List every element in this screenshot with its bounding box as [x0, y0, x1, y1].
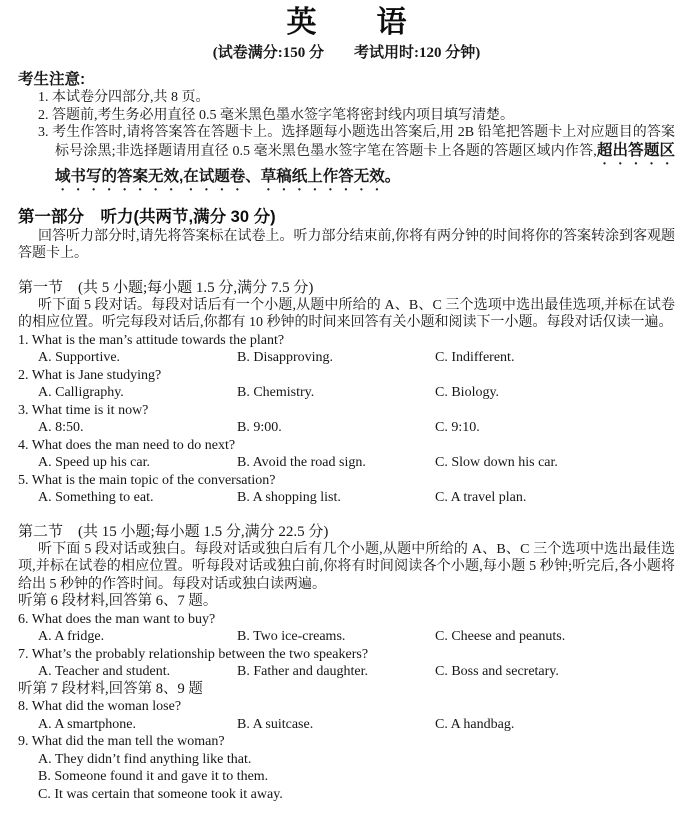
section1-intro: 听下面 5 段对话。每段对话后有一个小题,从题中所给的 A、B、C 三个选项中选出最佳选项,并标在试卷的相应位置。听完每段对话后,你都有 10 秒钟的时间来回答有关小题和阅读下一小题。每段对话仅读一遍。	[18, 297, 675, 330]
notice-heading: 考生注意:	[18, 71, 86, 88]
paper-title: 英 语	[286, 6, 407, 39]
option-c: C. Biology.	[435, 385, 500, 400]
option-c: C. Slow down his car.	[435, 455, 558, 470]
option-b: B. 9:00.	[237, 420, 282, 435]
question-2: 2. What is Jane studying?	[18, 367, 162, 383]
notice-item-3-emphasis: 超出答题区域书写的答案无效,在试题卷、草稿纸上作答无效。	[55, 141, 675, 185]
section2-intro: 听下面 5 段对话或独白。每段对话或独白后有几个小题,从题中所给的 A、B、C 三个选项中选出最佳选项,并标在试卷的相应位置。听每段对话或独白前,你将有时间阅读各个小题,每小题 5 秒钟;听完后,各小题将给出 5 秒钟的作答时间。每段对话或独白读两遍。	[18, 541, 675, 592]
part1-intro: 回答听力部分时,请先将答案标在试卷上。听力部分结束前,你将有两分钟的时间将你的答案转涂到客观题答题卡上。	[18, 228, 675, 261]
question-9-option-b: B. Someone found it and gave it to them.	[38, 769, 269, 784]
part1-heading: 第一部分 听力(共两节,满分 30 分)	[18, 207, 276, 226]
option-b: B. A suitcase.	[237, 716, 314, 732]
question-4: 4. What does the man need to do next?	[18, 437, 236, 453]
option-a: A. A smartphone.	[38, 716, 136, 732]
section1-heading: 第一节 (共 5 小题;每小题 1.5 分,满分 7.5 分)	[18, 279, 314, 296]
question-5-options	[18, 489, 675, 507]
paper-subtitle: (试卷满分:150 分 考试用时:120 分钟)	[212, 45, 481, 61]
notice-item-3-text: 3. 考生作答时,请将答案答在答题卡上。选择题每小题选出答案后,用 2B 铅笔把答题卡上对应题目的答案标号涂黑;非选择题请用直径 0.5 毫米黑色墨水签字笔在答题卡上各题的答题区域内作答,	[38, 125, 675, 159]
section2-heading: 第二节 (共 15 小题;每小题 1.5 分,满分 22.5 分)	[18, 523, 329, 540]
question-9-option-c: C. It was certain that someone took it away.	[38, 786, 283, 802]
question-6-options	[18, 628, 675, 646]
option-c: C. Boss and secretary.	[435, 664, 559, 679]
material-6-line: 听第 6 段材料,回答第 6、7 题。	[18, 593, 218, 609]
option-c: C. Cheese and peanuts.	[435, 629, 566, 644]
candidate-notice	[18, 70, 675, 194]
option-c: C. A handbag.	[435, 716, 515, 732]
option-a: A. Calligraphy.	[38, 385, 124, 400]
option-b: B. Two ice-creams.	[237, 629, 346, 644]
option-a: A. A fridge.	[38, 629, 105, 644]
question-9: 9. What did the man tell the woman?	[18, 734, 225, 749]
option-b: B. Chemistry.	[237, 385, 315, 400]
question-3-options	[18, 419, 675, 437]
option-a: A. Something to eat.	[38, 490, 154, 505]
question-1-options	[18, 349, 675, 367]
notice-item-3	[18, 124, 675, 194]
option-a: A. 8:50.	[38, 420, 84, 435]
notice-item-1: 1. 本试卷分四部分,共 8 页。	[38, 90, 210, 105]
option-c: C. A travel plan.	[435, 490, 527, 505]
option-b: B. Avoid the road sign.	[237, 455, 366, 470]
option-a: A. Teacher and student.	[38, 664, 171, 679]
question-4-options	[18, 454, 675, 472]
question-5: 5. What is the main topic of the conversation?	[18, 472, 276, 488]
option-b: B. A shopping list.	[237, 490, 341, 505]
option-c: C. 9:10.	[435, 420, 480, 435]
question-2-options	[18, 384, 675, 402]
option-a: A. Speed up his car.	[38, 455, 150, 470]
question-9-option-a: A. They didn’t find anything like that.	[38, 751, 252, 767]
material-7-line: 听第 7 段材料,回答第 8、9 题	[18, 680, 203, 697]
question-7-options	[18, 663, 675, 681]
notice-item-2: 2. 答题前,考生务必用直径 0.5 毫米黑色墨水签字笔将密封线内项目填写清楚。	[38, 107, 514, 123]
question-6: 6. What does the man want to buy?	[18, 611, 216, 627]
question-3: 3. What time is it now?	[18, 402, 149, 418]
question-7: 7. What’s the probably relationship between the two speakers?	[18, 646, 369, 662]
question-8-options	[18, 716, 675, 734]
option-c: C. Indifferent.	[435, 350, 515, 365]
question-1: 1. What is the man’s attitude towards the plant?	[18, 332, 285, 348]
option-a: A. Supportive.	[38, 350, 121, 365]
option-b: B. Father and daughter.	[237, 664, 369, 679]
option-b: B. Disapproving.	[237, 350, 334, 365]
question-8: 8. What did the woman lose?	[18, 699, 182, 714]
